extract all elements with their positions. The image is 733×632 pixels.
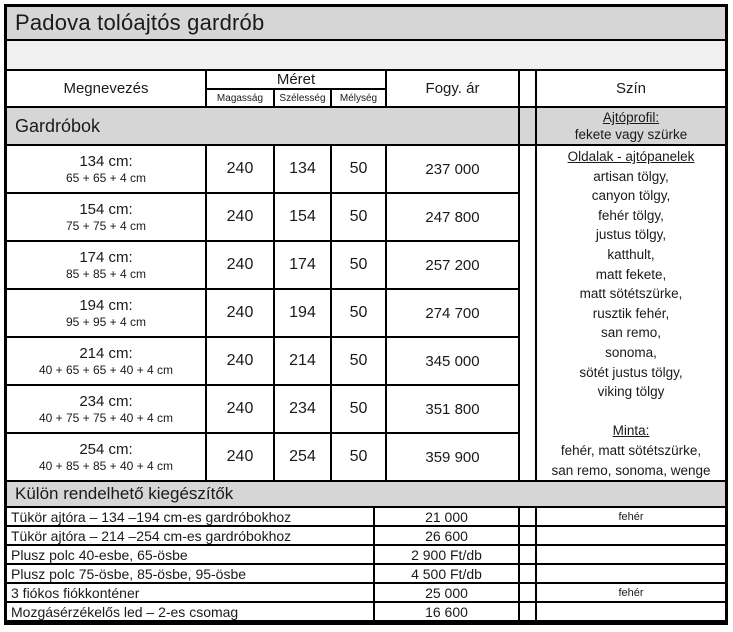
depth-cell: 50 — [332, 338, 387, 384]
header-megnevezes: Megnevezés — [7, 71, 207, 106]
accessory-name: Tükör ajtóra – 134 –194 cm-es gardróbokhoz — [7, 508, 375, 525]
product-rows — [7, 146, 520, 482]
spacer-column — [520, 508, 537, 525]
product-name: 194 cm: — [79, 297, 133, 314]
accessory-price: 16 600 — [375, 603, 520, 620]
depth-cell: 50 — [332, 242, 387, 288]
ajtoprofil-title: Ajtóprofil: — [602, 110, 660, 125]
table-row — [7, 565, 725, 584]
header-meret: Méret — [207, 71, 385, 90]
table-row — [7, 434, 520, 482]
product-subname: 65 + 65 + 4 cm — [65, 171, 147, 185]
depth-cell: 50 — [332, 290, 387, 336]
minta-title: Minta: — [612, 423, 650, 439]
header-fogy-ar: Fogy. ár — [387, 71, 520, 106]
width-cell: 194 — [275, 290, 332, 336]
color-option: sötét justus tölgy, — [579, 364, 683, 380]
product-subname: 40 + 85 + 85 + 40 + 4 cm — [38, 459, 174, 473]
color-option: fehér tölgy, — [598, 207, 664, 223]
table-row — [7, 242, 520, 290]
gardrobok-section-band — [7, 108, 725, 146]
header-szelesseg: Szélesség — [275, 90, 332, 106]
width-cell: 174 — [275, 242, 332, 288]
product-name-cell — [7, 194, 207, 240]
product-name: 234 cm: — [79, 393, 133, 410]
product-name-cell — [7, 434, 207, 480]
product-name: 154 cm: — [79, 201, 133, 218]
table-row — [7, 508, 725, 527]
accessory-price: 25 000 — [375, 584, 520, 601]
spacer-row — [7, 41, 725, 71]
table-row — [7, 146, 520, 194]
table-row — [7, 584, 725, 603]
product-name: 254 cm: — [79, 441, 133, 458]
spacer-column — [520, 527, 537, 544]
height-cell: 240 — [207, 146, 275, 192]
product-name: 214 cm: — [79, 345, 133, 362]
table-row — [7, 194, 520, 242]
color-option: rusztik fehér, — [592, 305, 670, 321]
header-spacer-column — [520, 71, 537, 106]
color-option: sonoma, — [605, 344, 657, 360]
ajtoprofil-value: fekete vagy szürke — [574, 127, 688, 142]
product-name: 174 cm: — [79, 249, 133, 266]
product-subname: 95 + 95 + 4 cm — [65, 315, 147, 329]
accessory-price: 21 000 — [375, 508, 520, 525]
depth-cell: 50 — [332, 146, 387, 192]
accessory-price: 2 900 Ft/db — [375, 546, 520, 563]
accessory-price: 4 500 Ft/db — [375, 565, 520, 582]
minta-line: san remo, sonoma, wenge — [551, 462, 711, 478]
product-name-cell — [7, 386, 207, 432]
table-row — [7, 527, 725, 546]
height-cell: 240 — [207, 338, 275, 384]
height-cell: 240 — [207, 242, 275, 288]
ajtoprofil-cell — [537, 108, 725, 144]
accessory-color: fehér — [618, 510, 644, 523]
width-cell: 134 — [275, 146, 332, 192]
color-option: viking tölgy — [597, 384, 665, 400]
price-cell: 237 000 — [387, 146, 520, 192]
product-name: 134 cm: — [79, 153, 133, 170]
gardrobok-body — [7, 146, 725, 482]
accessory-color: fehér — [618, 586, 644, 599]
accessory-name: Plusz polc 40-esbe, 65-ösbe — [7, 546, 375, 563]
width-cell: 214 — [275, 338, 332, 384]
table-title-row — [7, 7, 725, 41]
table-row — [7, 603, 725, 622]
price-cell: 345 000 — [387, 338, 520, 384]
accessory-color — [537, 546, 725, 563]
color-option: matt fekete, — [595, 266, 667, 282]
product-subname: 40 + 65 + 65 + 40 + 4 cm — [38, 363, 174, 377]
spacer-column — [520, 584, 537, 601]
width-cell: 154 — [275, 194, 332, 240]
accessory-price: 26 600 — [375, 527, 520, 544]
depth-cell: 50 — [332, 386, 387, 432]
price-cell: 247 800 — [387, 194, 520, 240]
price-cell: 351 800 — [387, 386, 520, 432]
spacer-column — [520, 146, 537, 482]
height-cell: 240 — [207, 194, 275, 240]
accessory-name: 3 fiókos fiókkonténer — [7, 584, 375, 601]
accessory-name: Plusz polc 75-ösbe, 85-ösbe, 95-ösbe — [7, 565, 375, 582]
column-header-row — [7, 71, 725, 108]
product-subname: 75 + 75 + 4 cm — [65, 219, 147, 233]
header-szin: Szín — [615, 80, 646, 97]
accessory-color — [537, 603, 725, 620]
table-row — [7, 290, 520, 338]
accessory-name: Tükör ajtóra – 214 –254 cm-es gardróbokhoz — [7, 527, 375, 544]
spacer-column — [520, 603, 537, 620]
height-cell: 240 — [207, 434, 275, 480]
spacer-column — [520, 565, 537, 582]
price-cell: 257 200 — [387, 242, 520, 288]
spacer-column — [520, 546, 537, 563]
color-options-panel — [537, 146, 725, 482]
spacer-column — [520, 108, 537, 144]
header-magassag: Magasság — [207, 90, 275, 106]
oldalak-title: Oldalak - ajtópanelek — [567, 149, 695, 164]
color-option: san remo, — [600, 325, 662, 341]
product-subname: 40 + 75 + 75 + 40 + 4 cm — [38, 411, 174, 425]
product-subname: 85 + 85 + 4 cm — [65, 267, 147, 281]
kiegeszitok-section-band — [7, 482, 725, 508]
price-cell: 359 900 — [387, 434, 520, 480]
accessory-color — [537, 527, 725, 544]
height-cell: 240 — [207, 290, 275, 336]
color-option: justus tölgy, — [595, 227, 667, 243]
page-title: Padova tolóajtós gardrób — [15, 10, 265, 35]
product-name-cell — [7, 290, 207, 336]
accessory-color — [537, 565, 725, 582]
height-cell: 240 — [207, 386, 275, 432]
width-cell: 254 — [275, 434, 332, 480]
color-option: katthult, — [607, 246, 655, 262]
header-melyseg: Mélység — [339, 92, 378, 104]
table-row — [7, 338, 520, 386]
kiegeszitok-section-label: Külön rendelhető kiegészítők — [15, 484, 234, 503]
product-name-cell — [7, 146, 207, 192]
depth-cell: 50 — [332, 434, 387, 480]
color-option: matt sötétszürke, — [579, 286, 683, 302]
gardrobok-section-label: Gardróbok — [7, 108, 520, 144]
depth-cell: 50 — [332, 194, 387, 240]
minta-line: fehér, matt sötétszürke, — [560, 442, 702, 458]
price-cell: 274 700 — [387, 290, 520, 336]
product-name-cell — [7, 242, 207, 288]
product-name-cell — [7, 338, 207, 384]
table-row — [7, 386, 520, 434]
table-row — [7, 546, 725, 565]
width-cell: 234 — [275, 386, 332, 432]
price-table — [4, 4, 728, 625]
color-option: artisan tölgy, — [593, 168, 669, 184]
color-option: canyon tölgy, — [591, 188, 671, 204]
accessory-name: Mozgásérzékelős led – 2-es csomag — [7, 603, 375, 620]
header-meret-group — [207, 71, 387, 106]
